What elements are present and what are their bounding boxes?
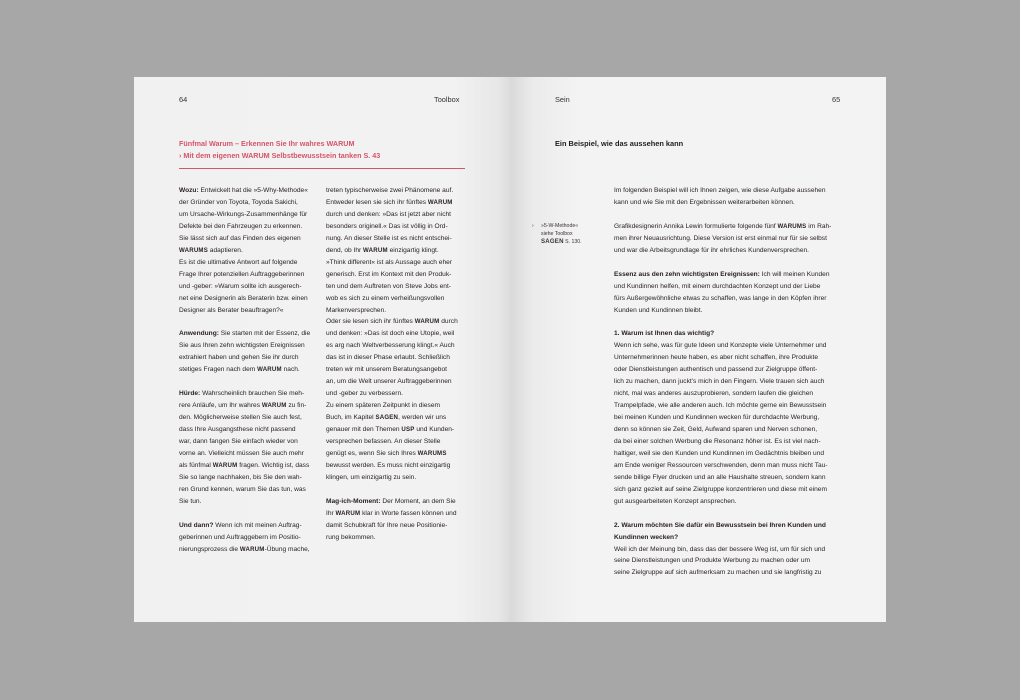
text-line: der Gründer von Toyota, Toyoda Sakichi, [179,198,298,206]
text-line: genügt es, wenn Sie sich Ihres WARUMS [326,449,447,457]
text-line: Sie aus Ihren zehn wichtigsten Ereignissen [179,342,305,350]
left-col2-paragraph [326,496,471,544]
text-line: Zu einem späteren Zeitpunkt in diesem [326,402,440,410]
text-line: Sie lässt sich auf das Finden des eigenen [179,234,301,242]
text-line: Im folgenden Beispiel will ich Ihnen zeigen, wie diese Aufgabe aussehen [614,187,826,194]
text-line: Mag-ich-Moment: Der Moment, an dem Sie [326,497,456,505]
text-line: den. Möglicherweise stellen Sie auch fest, [179,414,302,422]
running-head-right: Sein [555,95,570,104]
text-line: vorne an. Vielleicht müssen Sie auch mehr [179,449,304,457]
text-line: Wenn ich sehe, was für gute Ideen und Konzepte viele Unternehmer und [614,342,827,350]
paragraph-label: Mag-ich-Moment: [326,497,381,505]
text-line: das ist in dieser Phase erlaubt. Schließlich [326,354,450,362]
text-line: »Think different« ist als Aussage auch eher [326,258,452,266]
right-column [614,185,849,591]
book-spread [134,77,886,622]
left-col1-paragraph [179,520,324,556]
text-line: Oder sie lesen sich ihr fünftes WARUM durch [326,318,458,326]
text-line: und Kundinnen helfen, mit einem durchdachten Konzept und der Liebe [614,282,821,290]
text-line: WARUMS adaptieren. [179,246,243,254]
text-line: dend, ob Ihr WARUM einzigartig klingt. [326,246,439,254]
text-line: denn so können sie Zeit, Geld, Aufwand sparen und Nerven schonen, [614,426,818,434]
text-line: gut ausgearbeiteten Konzept ansprechen. [614,497,737,505]
text-line: klingen, um einzigartig zu sein. [326,473,417,481]
text-line: men ihrer Neuausrichtung. Diese Version ist erst einmal nur für sie selbst [614,234,827,242]
text-line: stetiges Fragen nach dem WARUM nach. [179,366,300,374]
text-line: damit Schubkraft für Ihre neue Positionie- [326,521,448,529]
text-line: Frage Ihrer potenziellen Auftraggeberinnen [179,270,305,278]
paragraph-label: Essenz aus den zehn wichtigsten Ereignissen: [614,270,760,278]
text-line: sich ganz gezielt auf seine Zielgruppe konzentrieren und diese mit einem [614,485,827,493]
text-line: nung. An dieser Stelle ist es nicht entschei- [326,234,452,242]
right-paragraph [614,269,849,317]
numbered-question-heading: Kundinnen wecken? [614,533,679,541]
numbered-paragraph [614,328,849,507]
text-line: besonders originell.« Das ist völlig in Ord- [326,222,448,230]
text-line: Wozu: Entwickelt hat die »5-Why-Methode« [179,187,308,194]
text-line: es arg nach Weltverbesserung klingt.« Auch [326,342,455,350]
text-line: und -geber: »Warum sollte ich ausgerech- [179,282,302,290]
text-line: rere Anläufe, um Ihr wahres WARUM zu fin- [179,402,307,410]
text-line: Hürde: Wahrscheinlich brauchen Sie meh- [179,390,305,398]
text-line: und denken: »Das ist doch eine Utopie, weil [326,330,455,338]
text-line: Buch, im Kapitel SAGEN, werden wir uns [326,414,447,422]
text-line: treten wir mit unserem Beratungsangebot [326,366,447,374]
text-line: haltiger, weil sie den Kunden und Kundinnen im Gedächtnis bleiben und [614,449,825,457]
text-line: generisch. Erst im Kontext mit den Produk- [326,270,452,278]
right-page [510,77,886,622]
left-col1-paragraph [179,185,324,316]
numbered-paragraph [614,520,849,580]
text-line: nicht, mal was anderes auszuprobieren, sondern laufen die gleichen [614,390,814,398]
left-column-2 [326,185,471,556]
text-line: war, dann fangen Sie einfach wieder von [179,437,298,445]
text-line: und war die Arbeitsgrundlage für ihr ehrliches Kundenversprechen. [614,246,809,254]
text-line: Es ist die ultimative Antwort auf folgende [179,258,298,266]
text-line: Anwendung: Sie starten mit der Essenz, die [179,330,311,338]
right-paragraph [614,221,849,257]
page-number-right: 65 [832,95,841,104]
text-line: Grafikdesignerin Annika Lewin formulierte folgende fünf WARUMS im Rah- [614,222,832,230]
text-line: lich zu machen, dann juckt's mich in den Fingern. Viele trauen sich auch [614,378,825,386]
text-line: versprechen befassen. An dieser Stelle [326,438,441,446]
text-line: Weil ich der Meinung bin, dass das der bessere Weg ist, um für sich und [614,545,826,553]
margin-note-line: SAGEN S. 130. [541,238,582,245]
section-heading-crossref[interactable]: › Mit dem eigenen WARUM Selbstbewusstsein tanken S. 43 [179,151,381,160]
paragraph-label: Anwendung: [179,330,219,338]
numbered-question-heading: 1. Warum ist Ihnen das wichtig? [614,330,715,338]
text-line: ten und dem Auftreten von Steve Jobs ent- [326,282,451,290]
text-line: da bei einer solchen Werbung die Resonanz höher ist. Es ist viel nach- [614,437,821,445]
text-line: ren Grund kennen, warum Sie das tun, was [179,485,306,493]
text-line: net eine Designerin als Beraterin bzw. einen [179,294,308,302]
numbered-question-heading: 2. Warum möchten Sie dafür ein Bewusstsein bei Ihren Kunden und [614,521,826,529]
text-line: rung bekommen. [326,533,376,541]
margin-note-line: siehe Toolbox [541,230,573,237]
left-col1-paragraph [179,388,324,508]
text-line: Defekte bei den Fahrzeugen zu erkennen. [179,222,303,230]
text-line: nierungsprozess die WARUM-Übung mache, [179,545,310,553]
text-line: sende billige Flyer drucken und an alle Haushalte streuen, sondern kann [614,473,826,481]
text-line: Entweder lesen sie sich ihr fünftes WARUM [326,198,453,206]
paragraph-label: Hürde: [179,390,201,398]
text-line: dass Ihre Ausgangsthese nicht passend [179,426,296,434]
text-line: Ihr WARUM klar in Worte fassen können und [326,509,457,517]
margin-note [532,223,603,247]
text-line: Sie tun. [179,497,202,505]
text-line: durch und denken: »Das ist jetzt aber nicht [326,210,451,218]
text-line: geberinnen und Auftraggebern im Positio- [179,533,301,541]
left-col1-paragraph [179,328,324,376]
text-line: Markenversprechen. [326,306,387,314]
text-line: und -geber zu verbessern. [326,390,403,398]
text-line: um Ursache-Wirkungs-Zusammenhänge für [179,210,308,218]
text-line: Sie so lange nachhaken, bis Sie den wah- [179,473,302,481]
page-number-left: 64 [179,95,188,104]
text-line: seine Dienstleistungen und Produkte Werbung zu machen oder um [614,557,810,565]
margin-note-line: »5-W-Methode« [541,223,579,229]
right-paragraph [614,185,849,209]
text-line: oder Dienstleistungen authentisch und passend zur Zielgruppe öffent- [614,366,818,374]
section-heading [179,138,465,169]
paragraph-label: Und dann? [179,521,214,529]
text-line: an, um die Welt unserer Auftraggeberinnen [326,378,452,386]
text-line: extrahiert haben und gehen Sie ihr durch [179,354,299,362]
running-head-left: Toolbox [434,95,460,104]
text-line: bewusst werden. Es muss nicht einzigartig [326,461,451,469]
text-line: Trampelpfade, wie alle anderen auch. Ich möchte gerne ein Bewusstsein [614,402,827,410]
text-line: treten typischerweise zwei Phänomene auf. [326,187,454,194]
text-line: als fünfmal WARUM fragen. Wichtig ist, dass [179,461,310,469]
text-line: bei meinen Kunden und Kundinnen wecken für durchdachte Werbung, [614,414,820,422]
left-column-1 [179,185,324,567]
text-line: kann und wie Sie mit den Ergebnissen weiterarbeiten können. [614,198,795,206]
left-col2-paragraph [326,185,471,484]
section-heading-title: Fünfmal Warum – Erkennen Sie Ihr wahres WARUM [179,139,355,148]
paragraph-label: Wozu: [179,187,199,194]
margin-note-arrow-icon: › [532,223,534,229]
text-line: Essenz aus den zehn wichtigsten Ereignissen: Ich will meinen Kunden [614,270,830,278]
text-line: Kunden und Kundinnen bleibt. [614,306,703,314]
text-line: Unternehmerinnen heute haben, es aber nicht schaffen, ihre Produkte [614,354,819,362]
text-line: Designer als Berater beauftragen?« [179,306,284,314]
text-line: genauer mit den Themen USP und Kunden- [326,426,455,434]
left-page [134,77,510,622]
text-line: Und dann? Wenn ich mit meinen Auftrag- [179,521,302,529]
section-rule [179,168,465,169]
text-line: fürs Außergewöhnliche etwas zu schaffen, was lange in den Köpfen ihrer [614,294,827,302]
text-line: wob es sich zu einem verheißungsvollen [326,294,445,302]
example-title: Ein Beispiel, wie das aussehen kann [555,139,684,148]
text-line: seine Zielgruppe auf sich aufmerksam zu machen und sie langfristig zu [614,569,822,577]
text-line: am Ende weniger Ressourcen verschwenden, denn man muss nicht Tau- [614,461,828,469]
